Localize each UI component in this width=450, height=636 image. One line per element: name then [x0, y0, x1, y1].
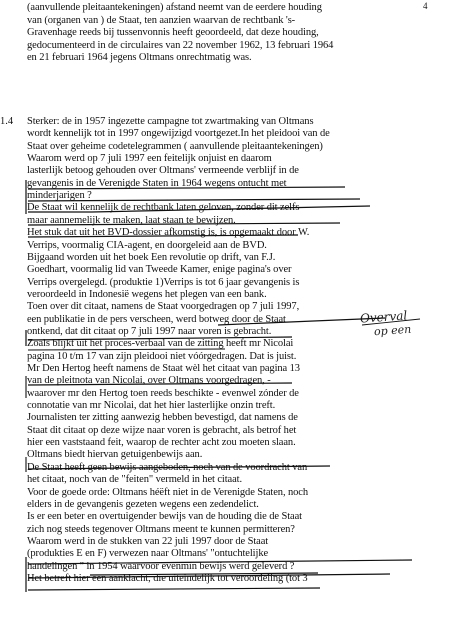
- text-line: minderjarigen ?: [27, 190, 92, 202]
- text-line: Waarom werd in de stukken van 22 juli 1997 door de Staat: [27, 535, 269, 547]
- text-line: Verrips overgelegd. (produktie 1)Verrips is tot 6 jaar gevangenis is: [27, 276, 300, 288]
- text-line: waarover mr den Hertog toen reeds beschikte - evenwel zónder de: [27, 387, 299, 399]
- text-line: De Staat heeft geen bewijs aangeboden, noch van de voordracht van: [27, 461, 308, 473]
- text-line: De Staat wil kennelijk de rechtbank laten geloven, zonder dit zelfs: [27, 202, 300, 214]
- text-line: lasterlijk betoog gehouden over Oltmans' vermeende verblijf in de: [27, 165, 299, 177]
- text-line: Mr Den Hertog heeft namens de Staat wèl het citaat van pagina 13: [27, 363, 300, 374]
- text-line: veroordeeld in Indonesië wegens het plegen van een bank.: [27, 288, 267, 300]
- text-line: het citaat, noch van de "feiten" vermeld in het citaat.: [27, 474, 243, 486]
- text-line: zich nog steeds tegenover Oltmans meent te kunnen permitteren?: [27, 523, 295, 535]
- text-line: Het betreft hier een aanklacht, die uiteindelijk tot veroordeling (tot 3: [27, 573, 308, 584]
- text-line: Sterker: de in 1957 ingezette campagne tot zwartmaking van Oltmans: [27, 116, 314, 127]
- text-line: (produkties E en F) verwezen naar Oltmans' "ontuchtelijke: [27, 548, 269, 560]
- section-number: 1.4: [0, 116, 14, 127]
- text-line: gedocumenteerd in de circulaires van 22 november 1962, 13 februari 1964: [27, 39, 334, 51]
- text-line: Staat dit citaat op deze wijze naar voren is gebracht, als betrof het: [27, 424, 297, 436]
- text-line: gevangenis in de Verenigde Staten in 1964 wegens ontucht met: [27, 177, 287, 189]
- text-line: elders in de gevangenis gezeten wegens een zedendelict.: [27, 498, 259, 510]
- text-line: van de pleitnota van Nicolai, over Oltmans voorgedragen, -: [27, 375, 271, 387]
- text-line: hier een vaststaand feit, waarop de rechter acht zou moeten slaan.: [27, 437, 296, 449]
- text-line: ontkend, dat dit citaat op 7 juli 1997 naar voren is gebracht.: [27, 325, 272, 337]
- text-line: Waarom werd op 7 juli 1997 een feitelijk onjuist en daarom: [27, 153, 272, 165]
- text-line: Staat over geheime codetelegrammen ( aanvullende pleitaantekeningen): [27, 140, 323, 152]
- handwritten-note-line-2: op een: [373, 322, 412, 339]
- text-line: Bijgaand worden uit het boek Een revolutie op drift, van F.J.: [27, 251, 276, 263]
- text-line: Is er een beter en overtuigender bewijs van de houding die de Staat: [27, 511, 302, 523]
- text-line: handelingen " in 1954 waarvoor evenmin bewijs werd geleverd ?: [27, 560, 295, 572]
- text-line: Het stuk dat uit het BVD-dossier afkomstig is, is opgemaakt door W.: [27, 227, 310, 239]
- text-line: een publikatie in de pers verscheen, werd botweg door de Staat: [27, 313, 286, 325]
- text-line: pagina 10 t/m 17 van zijn pleidooi niet vóórgedragen. Dat is juist.: [27, 350, 297, 362]
- text-line: Voor de goede orde: Oltmans héëft niet in de Verenigde Staten, noch: [27, 486, 308, 498]
- text-line: van (organen van ) de Staat, ten aanzien waarvan de rechtbank 's-: [27, 14, 296, 26]
- text-line: Verrips, voormalig CIA-agent, en doorgeleid aan de BVD.: [27, 239, 267, 251]
- text-line: (aanvullende pleitaantekeningen) afstand neemt van de eerdere houding: [27, 2, 322, 13]
- text-line: Oltmans biedt hiervan getuigenbewijs aan.: [27, 449, 203, 461]
- pen-underline: [28, 588, 320, 590]
- handwritten-note-line-1: Overval: [359, 308, 408, 326]
- text-line: connotatie van mr Nicolai, dat het hier lasterlijke onzin treft.: [27, 400, 276, 412]
- text-line: maar aannemelijk te maken, laat staan te bewijzen.: [27, 214, 236, 226]
- text-line: Goedhart, voormalig lid van Tweede Kamer, enige pagina's over: [27, 264, 292, 276]
- text-line: Journalisten ter zitting aanwezig hebben bevestigd, dat namens de: [27, 412, 298, 424]
- text-line: wordt kennelijk tot in 1997 ongewijzigd voortgezet.In het pleidooi van de: [27, 128, 330, 140]
- page-number: 4: [423, 1, 428, 11]
- text-line: Zoals blijkt uit het proces-verbaal van de zitting heeft mr Nicolai: [27, 338, 294, 350]
- text-line: Toen over dit citaat, namens de Staat voorgedragen op 7 juli 1997,: [27, 301, 300, 313]
- text-line: Gravenhage reeds bij tussenvonnis heeft geoordeeld, dat deze houding,: [27, 27, 319, 38]
- text-line: en 21 februari 1964 jegens Oltmans onrechtmatig was.: [27, 52, 252, 63]
